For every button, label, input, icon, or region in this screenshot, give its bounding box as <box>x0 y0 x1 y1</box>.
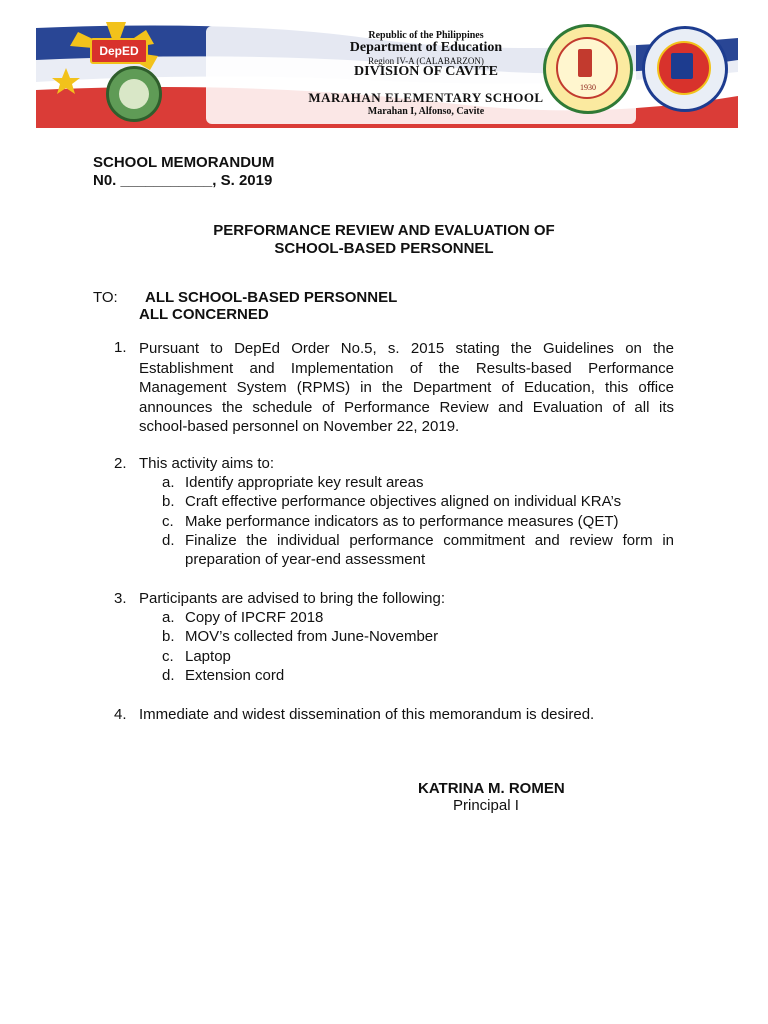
item-4-text: Immediate and widest dissemination of this memorandum is desired. <box>139 706 595 723</box>
deped-seal-icon <box>642 26 728 112</box>
header-region: Region IV-A (CALABARZON) <box>368 56 484 66</box>
item-3b-letter: b. <box>162 628 175 645</box>
to-recipient-2: ALL CONCERNED <box>139 306 269 323</box>
item-3a-text: Copy of IPCRF 2018 <box>185 609 324 626</box>
item-1-line: announces the schedule of Performance Review and Evaluation of all its <box>139 398 674 416</box>
header-school: MARAHAN ELEMENTARY SCHOOL <box>308 90 544 105</box>
division-seal-icon <box>106 66 162 122</box>
item-1-number: 1. <box>114 339 127 356</box>
item-1-paragraph <box>139 339 674 437</box>
item-3c-letter: c. <box>162 648 174 665</box>
memo-type: SCHOOL MEMORANDUM <box>93 154 275 171</box>
school-seal-year: 1930 <box>580 83 596 92</box>
signatory-position: Principal I <box>453 797 519 814</box>
item-2b-text: Craft effective performance objectives aligned on individual KRA’s <box>185 493 622 510</box>
signatory-name: KATRINA M. ROMEN <box>418 780 565 797</box>
item-2d-letter: d. <box>162 532 175 549</box>
item-3b-text: MOV’s collected from June-November <box>185 628 439 645</box>
memo-number: N0. ___________, S. 2019 <box>93 172 273 189</box>
item-3-text: Participants are advised to bring the following: <box>139 590 446 607</box>
item-2-text: This activity aims to: <box>139 455 275 472</box>
item-2a-text: Identify appropriate key result areas <box>185 474 424 491</box>
item-3c-text: Laptop <box>185 648 231 665</box>
item-2-number: 2. <box>114 455 127 472</box>
to-label: TO: <box>93 289 118 306</box>
item-1-line: Establishment and Implementation of the Results-based Performance <box>139 359 674 377</box>
item-3d-text: Extension cord <box>185 667 285 684</box>
letterhead-banner <box>36 20 738 128</box>
item-4-number: 4. <box>114 706 127 723</box>
item-2c-text: Make performance indicators as to performance measures (QET) <box>185 513 619 530</box>
header-department: Department of Education <box>349 40 503 55</box>
item-2d-line1: Finalize the individual performance commitment and review form in <box>185 532 674 549</box>
header-republic: Republic of the Philippines <box>368 30 484 41</box>
to-recipient-1: ALL SCHOOL-BASED PERSONNEL <box>145 289 398 306</box>
item-3d-letter: d. <box>162 667 175 684</box>
item-1-line: Pursuant to DepEd Order No.5, s. 2015 stating the Guidelines on the <box>139 340 674 357</box>
header-division: DIVISION OF CAVITE <box>354 64 498 79</box>
memo-title-line2: SCHOOL-BASED PERSONNEL <box>274 240 494 257</box>
item-3a-letter: a. <box>162 609 175 626</box>
item-2a-letter: a. <box>162 474 175 491</box>
deped-logo: DepED <box>90 38 148 64</box>
header-address: Marahan I, Alfonso, Cavite <box>367 106 485 117</box>
item-2b-letter: b. <box>162 493 175 510</box>
item-1-line: school-based personnel on November 22, 2019. <box>139 418 460 435</box>
item-1-line: Management System (RPMS) in the Department of Education, this office <box>139 379 674 396</box>
memo-title-line1: PERFORMANCE REVIEW AND EVALUATION OF <box>213 222 555 239</box>
item-2c-letter: c. <box>162 513 174 530</box>
item-3-number: 3. <box>114 590 127 607</box>
item-2d-line2: preparation of year-end assessment <box>185 551 426 568</box>
